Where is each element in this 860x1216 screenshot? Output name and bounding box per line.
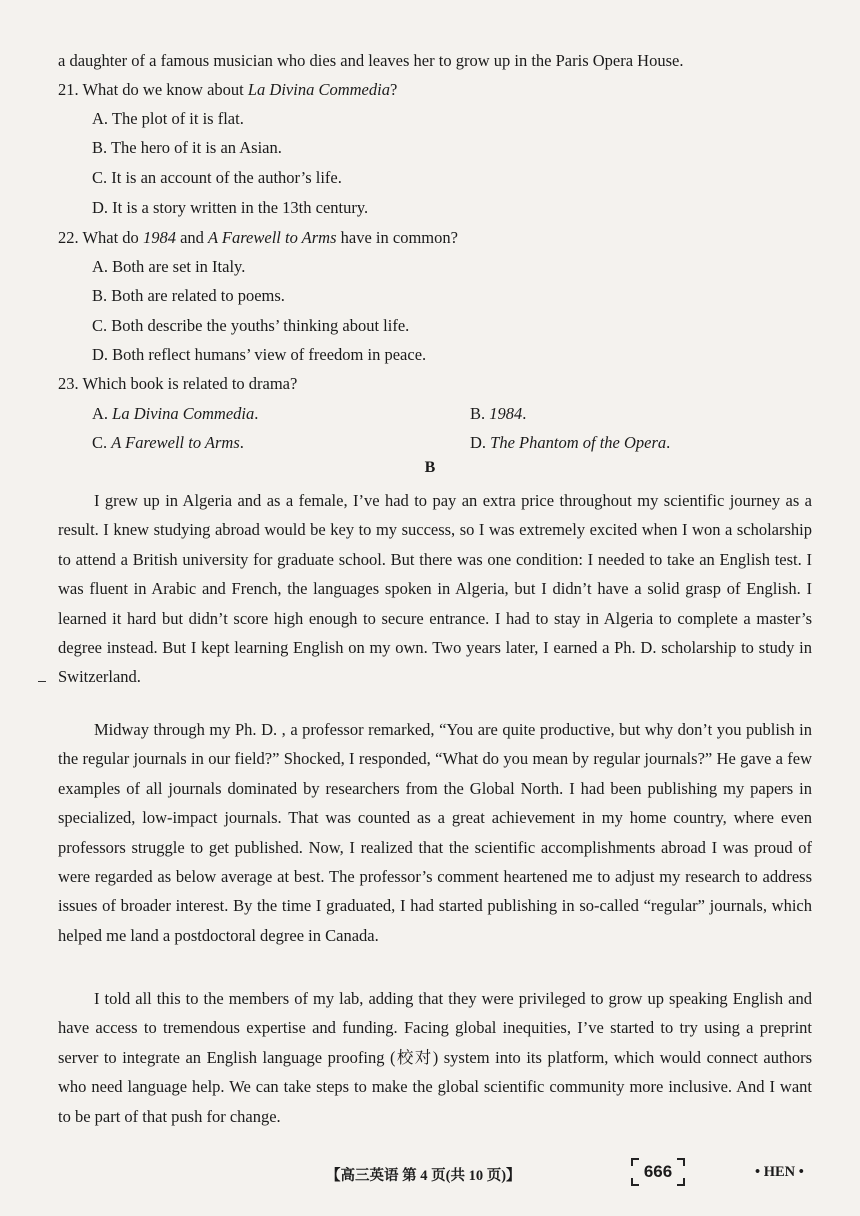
question-21-stem: 21. What do we know about La Divina Commedia? [58, 80, 398, 99]
question-21-option-b: B. The hero of it is an Asian. [92, 138, 282, 157]
page-code-box [631, 1158, 685, 1186]
passage-b-paragraph-2: Midway through my Ph. D. , a professor remarked, “You are quite productive, but why don’t you publish in the regular journals in our field?” Shocked, I responded, “What do you mean by regular journals?” He gave a few examples of all journals dominated by researchers from the Global North. I had been publishing my papers in specialized, low-impact journals. That was counted as a great achievement in my home country, where even professors struggle to get published. Now, I realized that the scientific accomplishments abroad I was proud of were regarded as below average at best. The professor’s comment heartened me to adjust my research to address issues of broader interest. By the time I graduated, I had started publishing in so-called “regular” journals, which helped me land a postdoctoral degree in Canada. [58, 720, 812, 945]
page-code: 666 [643, 1162, 673, 1181]
passage-b-paragraph-1: I grew up in Algeria and as a female, I’ve had to pay an extra price throughout my scientific journey as a result. I knew studying abroad would be key to my success, so I was extremely excited when I won a scholarship to attend a British university for graduate school. But there was one condition: I needed to take an English test. I was fluent in Arabic and French, the languages spoken in Algeria, but I didn’t have a solid grasp of English. I learned it hard but didn’t score high enough to secure entrance. I had to stay in Algeria to complete a master’s degree instead. But I kept learning English on my own. Two years later, I earned a Ph. D. scholarship to study in Switzerland. [58, 491, 812, 687]
footer-course-label: 【高三英语 第 4 页(共 10 页)】 [326, 1168, 521, 1184]
question-23-option-a: A. La Divina Commedia. [92, 404, 259, 423]
footer-tag: • HEN • [755, 1164, 804, 1180]
question-23-option-c: C. A Farewell to Arms. [92, 433, 244, 452]
margin-dash [38, 681, 46, 682]
question-22-option-c: C. Both describe the youths’ thinking about life. [92, 316, 410, 335]
passage-b-paragraph-3: I told all this to the members of my lab, adding that they were privileged to grow up speaking English and have access to tremendous expertise and funding. Facing global inequities, I’ve started to try using a preprint server to integrate an English language proofing (校对) system into its platform, which would connect authors who need language help. We can take steps to make the global scientific community more inclusive. And I want to be part of that push for change. [58, 989, 812, 1126]
section-heading-b: B [424, 459, 436, 476]
question-21-option-d: D. It is a story written in the 13th century. [92, 198, 369, 217]
question-23-option-b: B. 1984. [470, 404, 527, 423]
question-22-stem: 22. What do 1984 and A Farewell to Arms have in common? [58, 228, 458, 247]
question-22-option-a: A. Both are set in Italy. [92, 257, 246, 276]
question-23-stem: 23. Which book is related to drama? [58, 374, 298, 393]
question-22-option-b: B. Both are related to poems. [92, 286, 285, 305]
question-21-option-c: C. It is an account of the author’s life. [92, 168, 342, 187]
intro-continuation-line: a daughter of a famous musician who dies and leaves her to grow up in the Paris Opera House. [58, 51, 684, 70]
question-21-option-a: A. The plot of it is flat. [92, 109, 244, 128]
question-22-option-d: D. Both reflect humans’ view of freedom in peace. [92, 345, 427, 364]
question-23-option-d: D. The Phantom of the Opera. [470, 433, 671, 452]
